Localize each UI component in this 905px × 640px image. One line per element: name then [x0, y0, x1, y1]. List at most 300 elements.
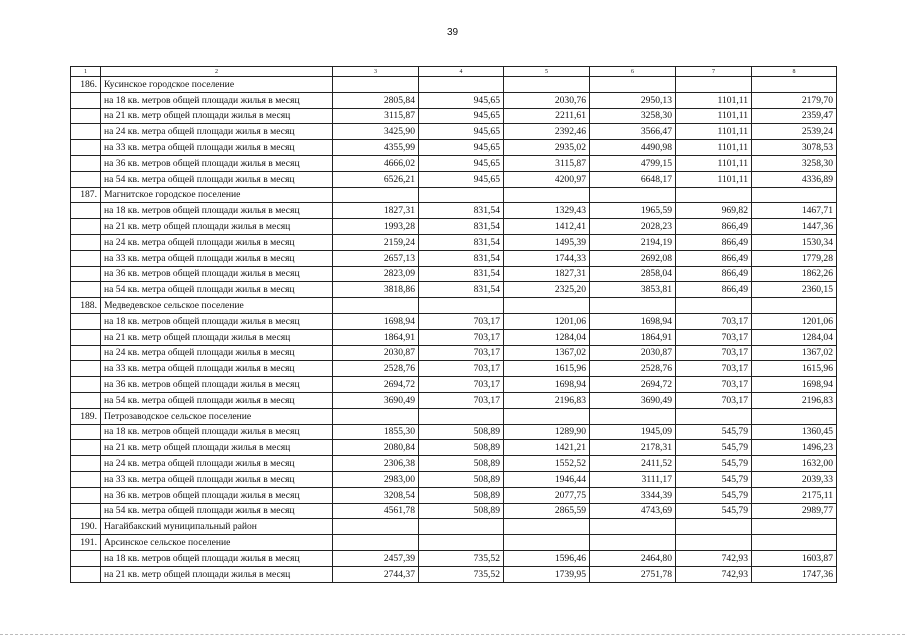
value-cell: 1946,44	[504, 471, 590, 487]
value-cell: 2865,59	[504, 503, 590, 519]
value-cell: 2178,31	[590, 440, 676, 456]
empty-cell	[71, 566, 101, 582]
value-cell: 4200,97	[504, 171, 590, 187]
empty-cell	[71, 108, 101, 124]
empty-cell	[676, 408, 752, 424]
empty-cell	[752, 187, 837, 203]
value-cell: 1993,28	[333, 219, 419, 235]
value-cell: 4561,78	[333, 503, 419, 519]
value-cell: 945,65	[419, 140, 504, 156]
value-cell: 1101,11	[676, 155, 752, 171]
table-row	[71, 345, 837, 361]
empty-cell	[752, 519, 837, 535]
value-cell: 866,49	[676, 282, 752, 298]
empty-cell	[419, 519, 504, 535]
value-cell: 2030,76	[504, 92, 590, 108]
empty-cell	[419, 535, 504, 551]
empty-cell	[71, 392, 101, 408]
value-cell: 1552,52	[504, 456, 590, 472]
value-cell: 831,54	[419, 234, 504, 250]
value-cell: 3344,39	[590, 487, 676, 503]
value-cell: 1603,87	[752, 550, 837, 566]
value-cell: 545,79	[676, 424, 752, 440]
row-label: на 18 кв. метров общей площади жилья в месяц	[101, 92, 333, 108]
table-row	[71, 440, 837, 456]
empty-cell	[504, 408, 590, 424]
value-cell: 1864,91	[333, 329, 419, 345]
empty-cell	[71, 92, 101, 108]
value-cell: 1495,39	[504, 234, 590, 250]
value-cell: 703,17	[676, 377, 752, 393]
empty-cell	[71, 219, 101, 235]
value-cell: 2028,23	[590, 219, 676, 235]
value-cell: 2935,02	[504, 140, 590, 156]
value-cell: 703,17	[419, 313, 504, 329]
value-cell: 2805,84	[333, 92, 419, 108]
value-cell: 2657,13	[333, 250, 419, 266]
table-row	[71, 219, 837, 235]
empty-cell	[590, 535, 676, 551]
value-cell: 2694,72	[333, 377, 419, 393]
value-cell: 2306,38	[333, 456, 419, 472]
row-label: на 24 кв. метра общей площади жилья в месяц	[101, 345, 333, 361]
value-cell: 703,17	[419, 345, 504, 361]
value-cell: 4490,98	[590, 140, 676, 156]
empty-cell	[419, 187, 504, 203]
value-cell: 2392,46	[504, 124, 590, 140]
table-row	[71, 424, 837, 440]
empty-cell	[71, 234, 101, 250]
empty-cell	[71, 487, 101, 503]
value-cell: 1698,94	[752, 377, 837, 393]
table-row	[71, 329, 837, 345]
value-cell: 1447,36	[752, 219, 837, 235]
column-header: 7	[676, 67, 752, 77]
table-row	[71, 503, 837, 519]
row-label: на 36 кв. метров общей площади жилья в месяц	[101, 155, 333, 171]
value-cell: 3111,17	[590, 471, 676, 487]
value-cell: 2823,09	[333, 266, 419, 282]
empty-cell	[590, 298, 676, 314]
empty-cell	[71, 282, 101, 298]
row-label: на 36 кв. метров общей площади жилья в месяц	[101, 487, 333, 503]
table-row	[71, 392, 837, 408]
value-cell: 703,17	[676, 329, 752, 345]
column-header: 2	[101, 67, 333, 77]
value-cell: 545,79	[676, 487, 752, 503]
empty-cell	[71, 313, 101, 329]
value-cell: 545,79	[676, 471, 752, 487]
value-cell: 1101,11	[676, 171, 752, 187]
value-cell: 945,65	[419, 92, 504, 108]
tariff-table	[70, 66, 837, 583]
value-cell: 2211,61	[504, 108, 590, 124]
row-label: на 21 кв. метр общей площади жилья в месяц	[101, 566, 333, 582]
row-label: на 36 кв. метров общей площади жилья в месяц	[101, 377, 333, 393]
value-cell: 3115,87	[333, 108, 419, 124]
value-cell: 945,65	[419, 108, 504, 124]
row-label: на 24 кв. метра общей площади жилья в месяц	[101, 124, 333, 140]
section-number: 186.	[71, 77, 101, 93]
value-cell: 1827,31	[504, 266, 590, 282]
row-label: на 18 кв. метров общей площади жилья в месяц	[101, 313, 333, 329]
table-row	[71, 140, 837, 156]
empty-cell	[71, 345, 101, 361]
value-cell: 1615,96	[504, 361, 590, 377]
value-cell: 1855,30	[333, 424, 419, 440]
row-label: на 21 кв. метр общей площади жилья в месяц	[101, 108, 333, 124]
table-row	[71, 471, 837, 487]
value-cell: 508,89	[419, 440, 504, 456]
value-cell: 2359,47	[752, 108, 837, 124]
table-body	[71, 67, 837, 583]
value-cell: 508,89	[419, 503, 504, 519]
value-cell: 2179,70	[752, 92, 837, 108]
empty-cell	[333, 408, 419, 424]
table-row	[71, 566, 837, 582]
value-cell: 703,17	[419, 329, 504, 345]
row-label: на 21 кв. метр общей площади жилья в месяц	[101, 329, 333, 345]
section-number: 189.	[71, 408, 101, 424]
empty-cell	[752, 535, 837, 551]
value-cell: 3690,49	[333, 392, 419, 408]
value-cell: 2411,52	[590, 456, 676, 472]
section-title: Кусинское городское поселение	[101, 77, 333, 93]
value-cell: 545,79	[676, 440, 752, 456]
value-cell: 703,17	[676, 392, 752, 408]
empty-cell	[333, 298, 419, 314]
value-cell: 6526,21	[333, 171, 419, 187]
empty-cell	[590, 519, 676, 535]
value-cell: 703,17	[419, 377, 504, 393]
section-title: Нагайбакский муниципальный район	[101, 519, 333, 535]
table-row	[71, 377, 837, 393]
value-cell: 2030,87	[590, 345, 676, 361]
empty-cell	[504, 298, 590, 314]
column-header: 5	[504, 67, 590, 77]
empty-cell	[71, 471, 101, 487]
value-cell: 6648,17	[590, 171, 676, 187]
value-cell: 866,49	[676, 250, 752, 266]
value-cell: 1698,94	[333, 313, 419, 329]
empty-cell	[71, 155, 101, 171]
value-cell: 831,54	[419, 219, 504, 235]
value-cell: 735,52	[419, 566, 504, 582]
value-cell: 735,52	[419, 550, 504, 566]
value-cell: 1530,34	[752, 234, 837, 250]
empty-cell	[71, 124, 101, 140]
row-label: на 18 кв. метров общей площади жилья в месяц	[101, 203, 333, 219]
value-cell: 1289,90	[504, 424, 590, 440]
value-cell: 2039,33	[752, 471, 837, 487]
value-cell: 545,79	[676, 456, 752, 472]
table-row	[71, 92, 837, 108]
value-cell: 703,17	[676, 345, 752, 361]
value-cell: 2159,24	[333, 234, 419, 250]
section-row	[71, 77, 837, 93]
table-row	[71, 282, 837, 298]
empty-cell	[504, 77, 590, 93]
section-number: 187.	[71, 187, 101, 203]
value-cell: 831,54	[419, 250, 504, 266]
empty-cell	[752, 298, 837, 314]
section-row	[71, 535, 837, 551]
value-cell: 2983,00	[333, 471, 419, 487]
value-cell: 742,93	[676, 566, 752, 582]
row-label: на 33 кв. метра общей площади жилья в месяц	[101, 250, 333, 266]
row-label: на 54 кв. метра общей площади жилья в месяц	[101, 392, 333, 408]
value-cell: 866,49	[676, 234, 752, 250]
value-cell: 1632,00	[752, 456, 837, 472]
row-label: на 33 кв. метра общей площади жилья в месяц	[101, 140, 333, 156]
value-cell: 3425,90	[333, 124, 419, 140]
row-label: на 18 кв. метров общей площади жилья в месяц	[101, 424, 333, 440]
row-label: на 21 кв. метр общей площади жилья в месяц	[101, 440, 333, 456]
table-row	[71, 234, 837, 250]
value-cell: 831,54	[419, 203, 504, 219]
value-cell: 3208,54	[333, 487, 419, 503]
empty-cell	[676, 77, 752, 93]
value-cell: 969,82	[676, 203, 752, 219]
table-row	[71, 171, 837, 187]
value-cell: 1779,28	[752, 250, 837, 266]
empty-cell	[590, 77, 676, 93]
section-title: Медведевское сельское поселение	[101, 298, 333, 314]
value-cell: 1101,11	[676, 124, 752, 140]
table-row	[71, 313, 837, 329]
value-cell: 1201,06	[752, 313, 837, 329]
value-cell: 2194,19	[590, 234, 676, 250]
value-cell: 1739,95	[504, 566, 590, 582]
empty-cell	[419, 408, 504, 424]
value-cell: 3258,30	[590, 108, 676, 124]
value-cell: 1412,41	[504, 219, 590, 235]
section-number: 188.	[71, 298, 101, 314]
value-cell: 2858,04	[590, 266, 676, 282]
value-cell: 2528,76	[590, 361, 676, 377]
value-cell: 1698,94	[590, 313, 676, 329]
value-cell: 2744,37	[333, 566, 419, 582]
value-cell: 2030,87	[333, 345, 419, 361]
section-row	[71, 408, 837, 424]
value-cell: 4666,02	[333, 155, 419, 171]
value-cell: 2692,08	[590, 250, 676, 266]
value-cell: 1698,94	[504, 377, 590, 393]
empty-cell	[676, 187, 752, 203]
value-cell: 3115,87	[504, 155, 590, 171]
value-cell: 3078,53	[752, 140, 837, 156]
empty-cell	[71, 377, 101, 393]
row-label: на 36 кв. метров общей площади жилья в месяц	[101, 266, 333, 282]
table-row	[71, 250, 837, 266]
table-row	[71, 266, 837, 282]
empty-cell	[71, 140, 101, 156]
value-cell: 1827,31	[333, 203, 419, 219]
value-cell: 2528,76	[333, 361, 419, 377]
empty-cell	[71, 250, 101, 266]
table-row	[71, 487, 837, 503]
value-cell: 2464,80	[590, 550, 676, 566]
empty-cell	[504, 187, 590, 203]
value-cell: 2077,75	[504, 487, 590, 503]
table-row	[71, 124, 837, 140]
value-cell: 2196,83	[504, 392, 590, 408]
value-cell: 2539,24	[752, 124, 837, 140]
value-cell: 1615,96	[752, 361, 837, 377]
section-title: Магнитское городское поселение	[101, 187, 333, 203]
value-cell: 3258,30	[752, 155, 837, 171]
section-number: 191.	[71, 535, 101, 551]
value-cell: 945,65	[419, 171, 504, 187]
value-cell: 2196,83	[752, 392, 837, 408]
empty-cell	[71, 503, 101, 519]
row-label: на 24 кв. метра общей площади жилья в месяц	[101, 234, 333, 250]
value-cell: 508,89	[419, 424, 504, 440]
value-cell: 1421,21	[504, 440, 590, 456]
value-cell: 831,54	[419, 266, 504, 282]
empty-cell	[71, 424, 101, 440]
value-cell: 1360,45	[752, 424, 837, 440]
value-cell: 1864,91	[590, 329, 676, 345]
value-cell: 508,89	[419, 487, 504, 503]
row-label: на 33 кв. метра общей площади жилья в месяц	[101, 471, 333, 487]
value-cell: 1862,26	[752, 266, 837, 282]
value-cell: 703,17	[419, 392, 504, 408]
value-cell: 1101,11	[676, 92, 752, 108]
value-cell: 545,79	[676, 503, 752, 519]
empty-cell	[333, 187, 419, 203]
column-header: 1	[71, 67, 101, 77]
value-cell: 2950,13	[590, 92, 676, 108]
empty-cell	[71, 456, 101, 472]
column-header: 6	[590, 67, 676, 77]
table-row	[71, 203, 837, 219]
empty-cell	[419, 77, 504, 93]
scan-edge-line	[0, 634, 905, 636]
value-cell: 3566,47	[590, 124, 676, 140]
column-header: 3	[333, 67, 419, 77]
value-cell: 1496,23	[752, 440, 837, 456]
value-cell: 3818,86	[333, 282, 419, 298]
value-cell: 3853,81	[590, 282, 676, 298]
value-cell: 4336,89	[752, 171, 837, 187]
section-title: Арсинское сельское поселение	[101, 535, 333, 551]
value-cell: 703,17	[676, 313, 752, 329]
value-cell: 2175,11	[752, 487, 837, 503]
empty-cell	[71, 440, 101, 456]
empty-cell	[419, 298, 504, 314]
empty-cell	[590, 187, 676, 203]
empty-cell	[752, 408, 837, 424]
value-cell: 1101,11	[676, 140, 752, 156]
row-label: на 33 кв. метра общей площади жилья в месяц	[101, 361, 333, 377]
value-cell: 508,89	[419, 471, 504, 487]
empty-cell	[71, 550, 101, 566]
row-label: на 54 кв. метра общей площади жилья в месяц	[101, 503, 333, 519]
value-cell: 703,17	[676, 361, 752, 377]
value-cell: 4355,99	[333, 140, 419, 156]
empty-cell	[71, 203, 101, 219]
row-label: на 54 кв. метра общей площади жилья в месяц	[101, 171, 333, 187]
section-row	[71, 519, 837, 535]
column-header: 4	[419, 67, 504, 77]
value-cell: 1201,06	[504, 313, 590, 329]
section-row	[71, 298, 837, 314]
value-cell: 2325,20	[504, 282, 590, 298]
column-number-row	[71, 67, 837, 77]
table-row	[71, 456, 837, 472]
empty-cell	[590, 408, 676, 424]
value-cell: 1329,43	[504, 203, 590, 219]
table-row	[71, 361, 837, 377]
value-cell: 1367,02	[752, 345, 837, 361]
section-row	[71, 187, 837, 203]
value-cell: 3690,49	[590, 392, 676, 408]
row-label: на 54 кв. метра общей площади жилья в месяц	[101, 282, 333, 298]
empty-cell	[676, 298, 752, 314]
column-header: 8	[752, 67, 837, 77]
value-cell: 866,49	[676, 219, 752, 235]
section-title: Петрозаводское сельское поселение	[101, 408, 333, 424]
empty-cell	[71, 329, 101, 345]
value-cell: 1744,33	[504, 250, 590, 266]
empty-cell	[676, 519, 752, 535]
page-number: 39	[446, 27, 459, 38]
empty-cell	[504, 535, 590, 551]
table-row	[71, 108, 837, 124]
value-cell: 2457,39	[333, 550, 419, 566]
empty-cell	[333, 535, 419, 551]
value-cell: 945,65	[419, 124, 504, 140]
empty-cell	[676, 535, 752, 551]
value-cell: 1284,04	[752, 329, 837, 345]
empty-cell	[71, 361, 101, 377]
empty-cell	[71, 266, 101, 282]
empty-cell	[333, 77, 419, 93]
value-cell: 4799,15	[590, 155, 676, 171]
value-cell: 1965,59	[590, 203, 676, 219]
value-cell: 703,17	[419, 361, 504, 377]
value-cell: 2989,77	[752, 503, 837, 519]
empty-cell	[752, 77, 837, 93]
empty-cell	[71, 171, 101, 187]
value-cell: 508,89	[419, 456, 504, 472]
row-label: на 21 кв. метр общей площади жилья в месяц	[101, 219, 333, 235]
value-cell: 1747,36	[752, 566, 837, 582]
value-cell: 2694,72	[590, 377, 676, 393]
value-cell: 1101,11	[676, 108, 752, 124]
empty-cell	[333, 519, 419, 535]
value-cell: 1945,09	[590, 424, 676, 440]
row-label: на 24 кв. метра общей площади жилья в месяц	[101, 456, 333, 472]
value-cell: 2080,84	[333, 440, 419, 456]
section-number: 190.	[71, 519, 101, 535]
value-cell: 1367,02	[504, 345, 590, 361]
value-cell: 831,54	[419, 282, 504, 298]
empty-cell	[504, 519, 590, 535]
table-row	[71, 155, 837, 171]
value-cell: 2751,78	[590, 566, 676, 582]
value-cell: 866,49	[676, 266, 752, 282]
value-cell: 1284,04	[504, 329, 590, 345]
value-cell: 945,65	[419, 155, 504, 171]
row-label: на 18 кв. метров общей площади жилья в месяц	[101, 550, 333, 566]
value-cell: 4743,69	[590, 503, 676, 519]
value-cell: 1596,46	[504, 550, 590, 566]
value-cell: 2360,15	[752, 282, 837, 298]
value-cell: 742,93	[676, 550, 752, 566]
table-row	[71, 550, 837, 566]
